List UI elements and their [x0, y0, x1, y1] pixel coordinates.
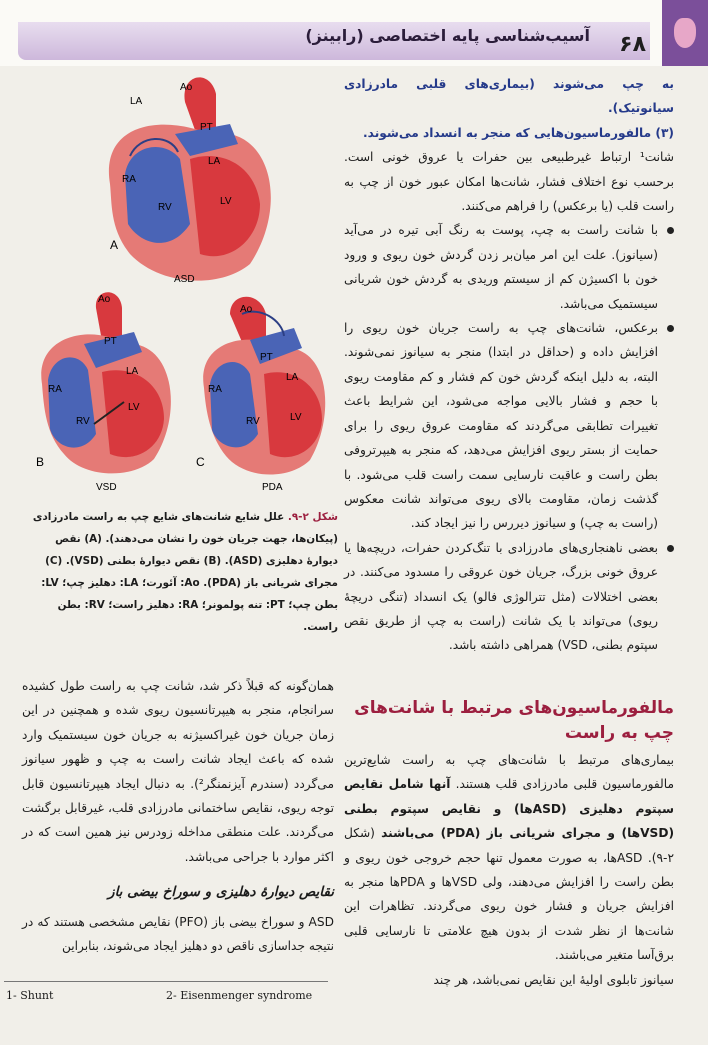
bullet-obstruction: بعضی ناهنجاری‌های مادرزادی با تنگ‌کردن حفرات، دریچه‌ها یا عروق خونی بزرگ، جریان خون عروقی را مسدود می‌کنند. در بعضی اختلالات (مثل تترالوژی فالو) یک انسداد (تنگی دریچهٔ ریوی) می‌تواند با یک شانت (راست به چپ از طریق نقص سپتوم بطنی، VSD) همراهی داشته باشد. [344, 536, 674, 658]
chapter-tab [662, 0, 708, 66]
section-paragraph-a: بیماری‌های مرتبط با شانت‌های چپ به راست شایع‌ترین مالفورماسیون قلبی مادرزادی قلب هستند. [344, 753, 674, 792]
label-la-c: LA [286, 372, 299, 383]
label-la-2: LA [208, 156, 221, 167]
label-ao-b: Ao [98, 294, 111, 305]
figure-letter-a: A [110, 238, 119, 252]
figure-pda [190, 284, 340, 498]
shunt-definition: شانت¹ ارتباط غیرطبیعی بین حفرات یا عروق خونی است. برحسب نوع اختلاف فشار، شانت‌ها امکان عبور خون از چپ به راست قلب (یا برعکس) را فراهم می‌کنند. [344, 150, 674, 214]
bullet-left-to-right: برعکس، شانت‌های چپ به راست جریان خون ریوی را افزایش داده و (حداقل در ابتدا) منجر به سیانوز نمی‌شوند. البته، به دلیل اینکه گردش خون کم فشار و کم مقاومت ریوی با حجم و فشار بالایی مواجه می‌شود، این شرایط باعث تغییرات تطابقی می‌گردند که مقاومت عروق ریوی را برای حمایت از بستر ریوی افزایش می‌دهد، که منجر به هیپرتروفی بطن راست و عاقبت نارسایی سمت راست قلب می‌شود. با گذشت زمان، مقاومت بالای ریوی می‌تواند شانت معکوس (راست به چپ) و سیانوز دیررس را نیز ایجاد کند. [344, 316, 674, 536]
label-ra: RA [122, 174, 136, 185]
footnote-2: 2- Eisenmenger syndrome [166, 989, 313, 1002]
figure-name-vsd: VSD [96, 482, 117, 493]
label-lv-c: LV [290, 412, 302, 423]
label-pt-b: PT [104, 336, 117, 347]
organ-icon [674, 18, 696, 48]
label-ao-c: Ao [240, 304, 253, 315]
figure-letter-c: C [196, 455, 205, 469]
figure-vsd [24, 284, 188, 498]
label-pt-c: PT [260, 352, 273, 363]
left-column-paragraph: همان‌گونه که قبلاً ذکر شد، شانت چپ به راست طول کشیده سرانجام، منجر به هیپرتانسیون ریوی شده و همچنین در این زمان جریان خون غیراکسیژنه به جریان خون سیستمیک وارد شده که باعث ایجاد شانت راست به چپ و ظهور سیانوز می‌گردد (سندرم آیزنمنگر²). به دنبال ایجاد هیپرتانسیون قابل توجه ریوی، نقایص ساختمانی مادرزادی قلب، غیرقابل برگشت می‌گردند. علت منطقی مداخله زودرس نیز همین است که در اکثر موارد با جراحی می‌باشد. [22, 679, 334, 864]
figure-letter-b: B [36, 455, 45, 469]
section-paragraph-c: (شکل ۲-۹). ASDها، به صورت معمول تنها حجم خروجی خون ریوی و بطن راست را افزایش می‌دهند، ولی VSDها و PDAها منجر به افزایش جریان و فشار خون ریوی می‌گردند. تظاهرات این شانت‌ها از نظر شدت از بدون هیچ علامتی تا نارسایی قلبی برق‌آسا متغیر می‌باشند. [344, 826, 674, 963]
label-la-b: LA [126, 366, 139, 377]
page-number: ۶۸ [619, 32, 646, 57]
label-lv-b: LV [128, 402, 140, 413]
label-rv-c: RV [246, 416, 260, 427]
label-ra-c: RA [208, 384, 222, 395]
caption-text: علل شایع شانت‌های شایع چپ به راست مادرزادی (پیکان‌ها، جهت جریان خون را نشان می‌دهند). (A) نقص دیوارهٔ دهلیزی (ASD). (B) نقص دیوارهٔ بطنی (VSD). (C) مجرای شریانی باز (PDA). Ao: آئورت؛ LA: دهلیز چپ؛ LV: بطن چپ؛ PT: تنه پولمونر؛ RA: دهلیز راست؛ RV: بطن راست. [32, 511, 338, 633]
label-rv: RV [158, 202, 172, 213]
bullet-right-to-left: با شانت راست به چپ، پوست به رنگ آبی تیره در می‌آید (سیانوز). علت این امر میان‌بر زدن گردش خون ریوی و ورود خون با اکسیژن کم از سیستم وریدی به گردش خون شریانی سیستمیک می‌باشد. [344, 218, 674, 316]
figure-asd [70, 64, 300, 286]
footnote-rule [4, 981, 328, 982]
caption-label: شکل ۲-۹. [287, 511, 338, 523]
subsection-title: نقایص دیوارهٔ دهلیزی و سوراخ بیضی باز [108, 884, 334, 900]
label-ao: Ao [180, 82, 193, 93]
label-ra-b: RA [48, 384, 62, 395]
label-lv: LV [220, 196, 232, 207]
left-column-paragraph-2: ASD و سوراخ بیضی باز (PFO) نقایص مشخصی هستند که در نتیجه جداسازی ناقص دو دهلیز ایجاد می‌شوند، بنابراین [22, 915, 334, 954]
figure-caption [22, 506, 338, 638]
page-header [0, 0, 708, 66]
intro-line: به چپ می‌شوند (بیماری‌های قلبی مادرزادی سیانوتیک). [344, 77, 674, 116]
label-rv-b: RV [76, 416, 90, 427]
label-la: LA [130, 96, 143, 107]
footnote-1: 1- Shunt [6, 989, 54, 1002]
right-column-lower [344, 748, 674, 992]
item3-title: (۳) مالفورماسیون‌هایی که منجر به انسداد می‌شوند. [363, 125, 674, 140]
figure-name-pda: PDA [262, 482, 283, 493]
figure-name-asd: ASD [174, 274, 195, 285]
section-paragraph-2: سیانوز تابلوی اولیهٔ این نقایص نمی‌باشد، هر چند [433, 972, 674, 987]
section-title: مالفورماسیون‌های مرتبط با شانت‌های چپ به راست [354, 698, 674, 743]
book-title: آسیب‌شناسی پایه اختصاصی (رابینز) [305, 26, 590, 45]
right-column [344, 72, 674, 658]
label-pt: PT [200, 122, 213, 133]
section-paragraph-b: آنها شامل نقایص سپتوم دهلیزی (ASDها) و نقایص سپتوم بطنی (VSDها) و مجرای شریانی باز (PDA) می‌باشند [344, 777, 675, 841]
